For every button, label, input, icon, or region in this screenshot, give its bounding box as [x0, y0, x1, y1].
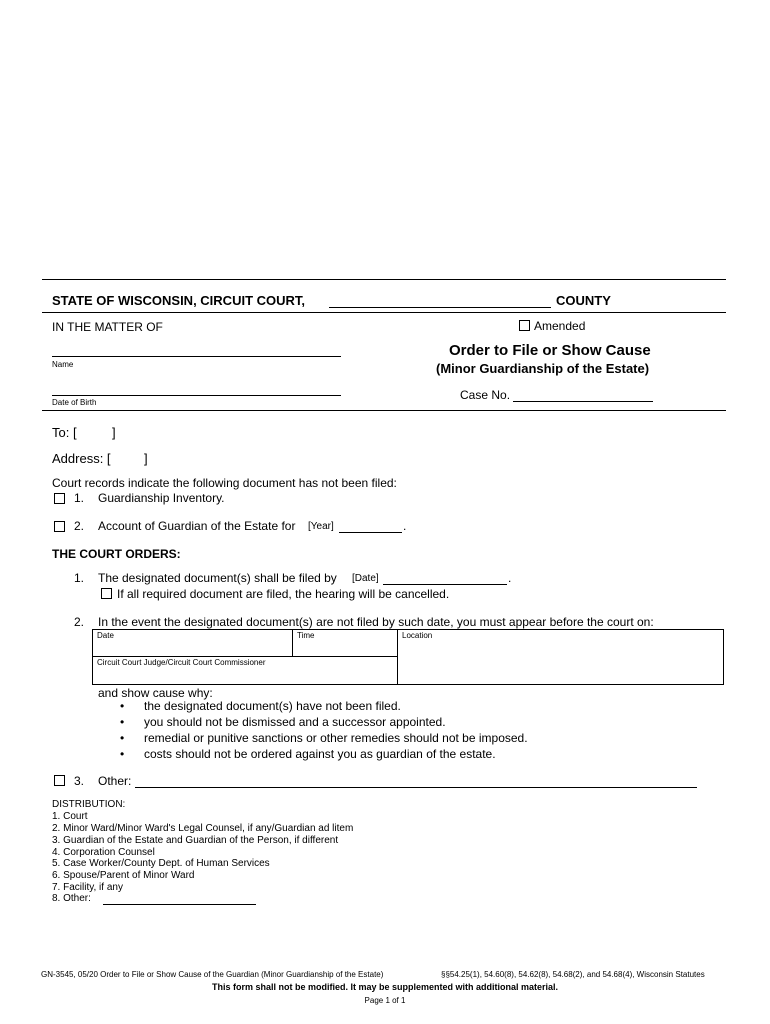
bullet-icon: • — [120, 715, 125, 729]
hearing-time-label: Time — [297, 631, 315, 640]
amended-label: Amended — [534, 319, 586, 333]
bullet-item: remedial or punitive sanctions or other remedies should not be imposed. — [144, 731, 528, 745]
bullet-icon: • — [120, 699, 125, 713]
hearing-cancel-text: If all required document are filed, the hearing will be cancelled. — [117, 587, 450, 601]
distribution-item: 4. Corporation Counsel — [52, 847, 155, 858]
hearing-time-cell[interactable] — [292, 629, 398, 657]
hearing-location-cell[interactable] — [397, 629, 724, 685]
hearing-location-label: Location — [402, 631, 433, 640]
case-no-field[interactable] — [513, 401, 653, 402]
order2-number: 2. — [74, 615, 85, 629]
item1-number: 1. — [74, 491, 85, 505]
dob-field[interactable] — [52, 395, 341, 396]
distribution-other-field[interactable] — [103, 904, 256, 905]
distribution-heading: DISTRIBUTION: — [52, 799, 126, 810]
case-no-label: Case No. — [460, 388, 511, 402]
orders-heading: THE COURT ORDERS: — [52, 547, 181, 561]
to-label: To: [ — [52, 425, 77, 440]
distribution-item: 7. Facility, if any — [52, 882, 123, 893]
distribution-item: 2. Minor Ward/Minor Ward's Legal Counsel, if any/Guardian ad litem — [52, 823, 354, 834]
order3-number: 3. — [74, 774, 85, 788]
form-subtitle: (Minor Guardianship of the Estate) — [436, 361, 650, 376]
distribution-item: 6. Spouse/Parent of Minor Ward — [52, 870, 195, 881]
caption-rule — [42, 410, 726, 411]
dob-label: Date of Birth — [52, 398, 97, 407]
bullet-item: the designated document(s) have not been filed. — [144, 699, 401, 713]
court-heading: STATE OF WISCONSIN, CIRCUIT COURT, — [52, 293, 306, 308]
bullet-item: costs should not be ordered against you as guardian of the estate. — [144, 747, 496, 761]
records-intro: Court records indicate the following document has not been filed: — [52, 476, 397, 490]
inventory-checkbox[interactable] — [54, 493, 65, 504]
show-cause-intro: and show cause why: — [98, 686, 213, 700]
bullet-icon: • — [120, 731, 125, 745]
item1-text: Guardianship Inventory. — [98, 491, 225, 505]
order2-text: In the event the designated document(s) are not filed by such date, you must appear before the court on: — [98, 615, 654, 629]
bullet-icon: • — [120, 747, 125, 761]
item2-end: . — [403, 519, 407, 533]
county-field[interactable] — [329, 307, 551, 308]
matter-label: IN THE MATTER OF — [52, 320, 163, 334]
form-title: Order to File or Show Cause — [449, 342, 651, 359]
amended-checkbox[interactable] — [519, 320, 530, 331]
distribution-item: 5. Case Worker/County Dept. of Human Services — [52, 858, 270, 869]
other-checkbox[interactable] — [54, 775, 65, 786]
top-rule — [42, 279, 726, 280]
address-close: ] — [144, 451, 148, 466]
hearing-cancel-checkbox[interactable] — [101, 588, 112, 599]
order3-text: Other: — [98, 774, 132, 788]
hearing-date-cell[interactable] — [92, 629, 293, 657]
hearing-judge-label: Circuit Court Judge/Circuit Court Commissioner — [97, 658, 266, 667]
distribution-item: 3. Guardian of the Estate and Guardian of the Person, if different — [52, 835, 339, 846]
year-placeholder: [Year] — [308, 521, 334, 532]
distribution-item: 1. Court — [52, 811, 88, 822]
account-checkbox[interactable] — [54, 521, 65, 532]
order1-text: The designated document(s) shall be filed by — [98, 571, 337, 585]
date-placeholder: [Date] — [352, 573, 379, 584]
other-field[interactable] — [135, 787, 697, 788]
distribution-item: 8. Other: — [52, 893, 91, 904]
name-label: Name — [52, 360, 74, 369]
footer-statutes: §§54.25(1), 54.60(8), 54.62(8), 54.68(2), and 54.68(4), Wisconsin Statutes — [441, 970, 705, 979]
hearing-judge-cell[interactable] — [92, 656, 398, 685]
order1-end: . — [508, 571, 512, 585]
order1-number: 1. — [74, 571, 85, 585]
header-rule — [42, 312, 726, 313]
item2-text: Account of Guardian of the Estate for — [98, 519, 296, 533]
year-field[interactable] — [339, 532, 402, 533]
to-close: ] — [112, 425, 116, 440]
filing-date-field[interactable] — [383, 584, 507, 585]
hearing-date-label: Date — [97, 631, 114, 640]
page-number: Page 1 of 1 — [364, 996, 406, 1005]
footer-notice: This form shall not be modified. It may be supplemented with additional material. — [211, 982, 559, 992]
name-field[interactable] — [52, 356, 341, 357]
item2-number: 2. — [74, 519, 85, 533]
bullet-item: you should not be dismissed and a successor appointed. — [144, 715, 446, 729]
address-label: Address: [ — [52, 451, 111, 466]
footer-form-id: GN-3545, 05/20 Order to File or Show Cause of the Guardian (Minor Guardianship of the Estate) — [41, 970, 384, 979]
county-label: COUNTY — [556, 293, 611, 308]
